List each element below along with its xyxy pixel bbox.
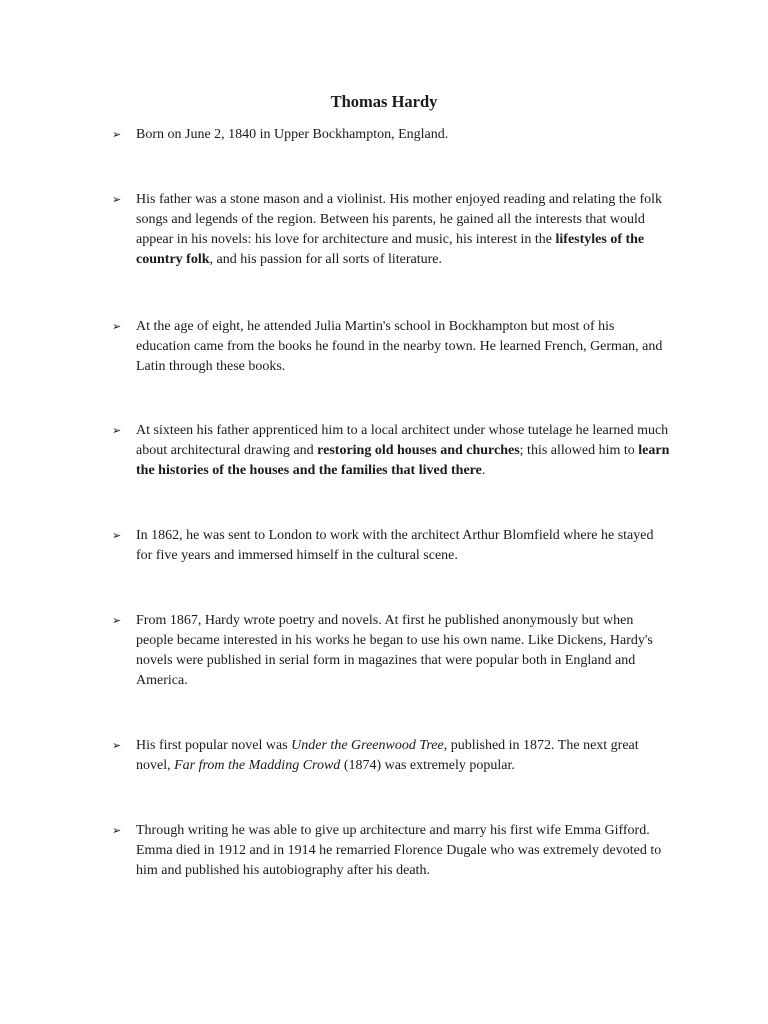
bullet-item-writing bbox=[112, 611, 672, 691]
bullet-text: In 1862, he was sent to London to work with the architect Arthur Blomfield where he stayed for five years and immersed himself in the cultural scene. bbox=[136, 528, 654, 563]
bold-phrase: restoring old houses and churches bbox=[317, 443, 520, 458]
bold-phrase: learn the histories of the houses and the families that lived there bbox=[136, 443, 670, 478]
arrow-bullet-icon: ➢ bbox=[112, 320, 122, 333]
bullet-item-novels bbox=[112, 736, 672, 776]
bullet-item-education bbox=[112, 317, 672, 377]
bullet-text: At sixteen his father apprenticed him to a local architect under whose tutelage he learned much about architectural drawing and restoring old houses and churches; this allowed him to learn the histories of the houses and the families that lived there. bbox=[136, 423, 670, 478]
bullet-item-london bbox=[112, 526, 672, 566]
arrow-bullet-icon: ➢ bbox=[112, 614, 122, 627]
arrow-bullet-icon: ➢ bbox=[112, 529, 122, 542]
arrow-bullet-icon: ➢ bbox=[112, 739, 122, 752]
arrow-bullet-icon: ➢ bbox=[112, 193, 122, 206]
arrow-bullet-icon: ➢ bbox=[112, 824, 122, 837]
bullet-item-birth bbox=[112, 125, 672, 145]
bullet-text: Born on June 2, 1840 in Upper Bockhampton, England. bbox=[136, 127, 449, 142]
page-title: Thomas Hardy bbox=[330, 92, 438, 111]
italic-title: Under the Greenwood Tree bbox=[291, 738, 444, 753]
bullet-text: Through writing he was able to give up architecture and marry his first wife Emma Gifford. Emma died in 1912 and in 1914 he remarried Florence Dugale who was extremely devoted to him and published his autobiography after his death. bbox=[136, 823, 662, 878]
bullet-item-apprenticeship bbox=[112, 421, 672, 481]
bullet-text: From 1867, Hardy wrote poetry and novels. At first he published anonymously but when people became interested in his works he began to use his own name. Like Dickens, Hardy's novels were published in serial form in magazines that were popular both in England and America. bbox=[136, 613, 653, 688]
bullet-text: At the age of eight, he attended Julia Martin's school in Bockhampton but most of his education came from the books he found in the nearby town. He learned French, German, and Latin through these books. bbox=[136, 319, 663, 374]
bold-phrase: lifestyles of the country folk bbox=[136, 232, 645, 267]
italic-title: Far from the Madding Crowd bbox=[174, 758, 341, 773]
bullet-item-marriage bbox=[112, 821, 672, 881]
bullet-text: His first popular novel was Under the Greenwood Tree, published in 1872. The next great novel, Far from the Madding Crowd (1874) was extremely popular. bbox=[136, 738, 639, 773]
bullet-item-parents bbox=[112, 190, 672, 270]
arrow-bullet-icon: ➢ bbox=[112, 128, 122, 141]
arrow-bullet-icon: ➢ bbox=[112, 424, 122, 437]
bullet-text: His father was a stone mason and a violinist. His mother enjoyed reading and relating the folk songs and legends of the region. Between his parents, he gained all the interests that would appear in his novels: his love for architecture and music, his interest in the lifestyles of the country folk, and his passion for all sorts of literature. bbox=[136, 192, 663, 267]
